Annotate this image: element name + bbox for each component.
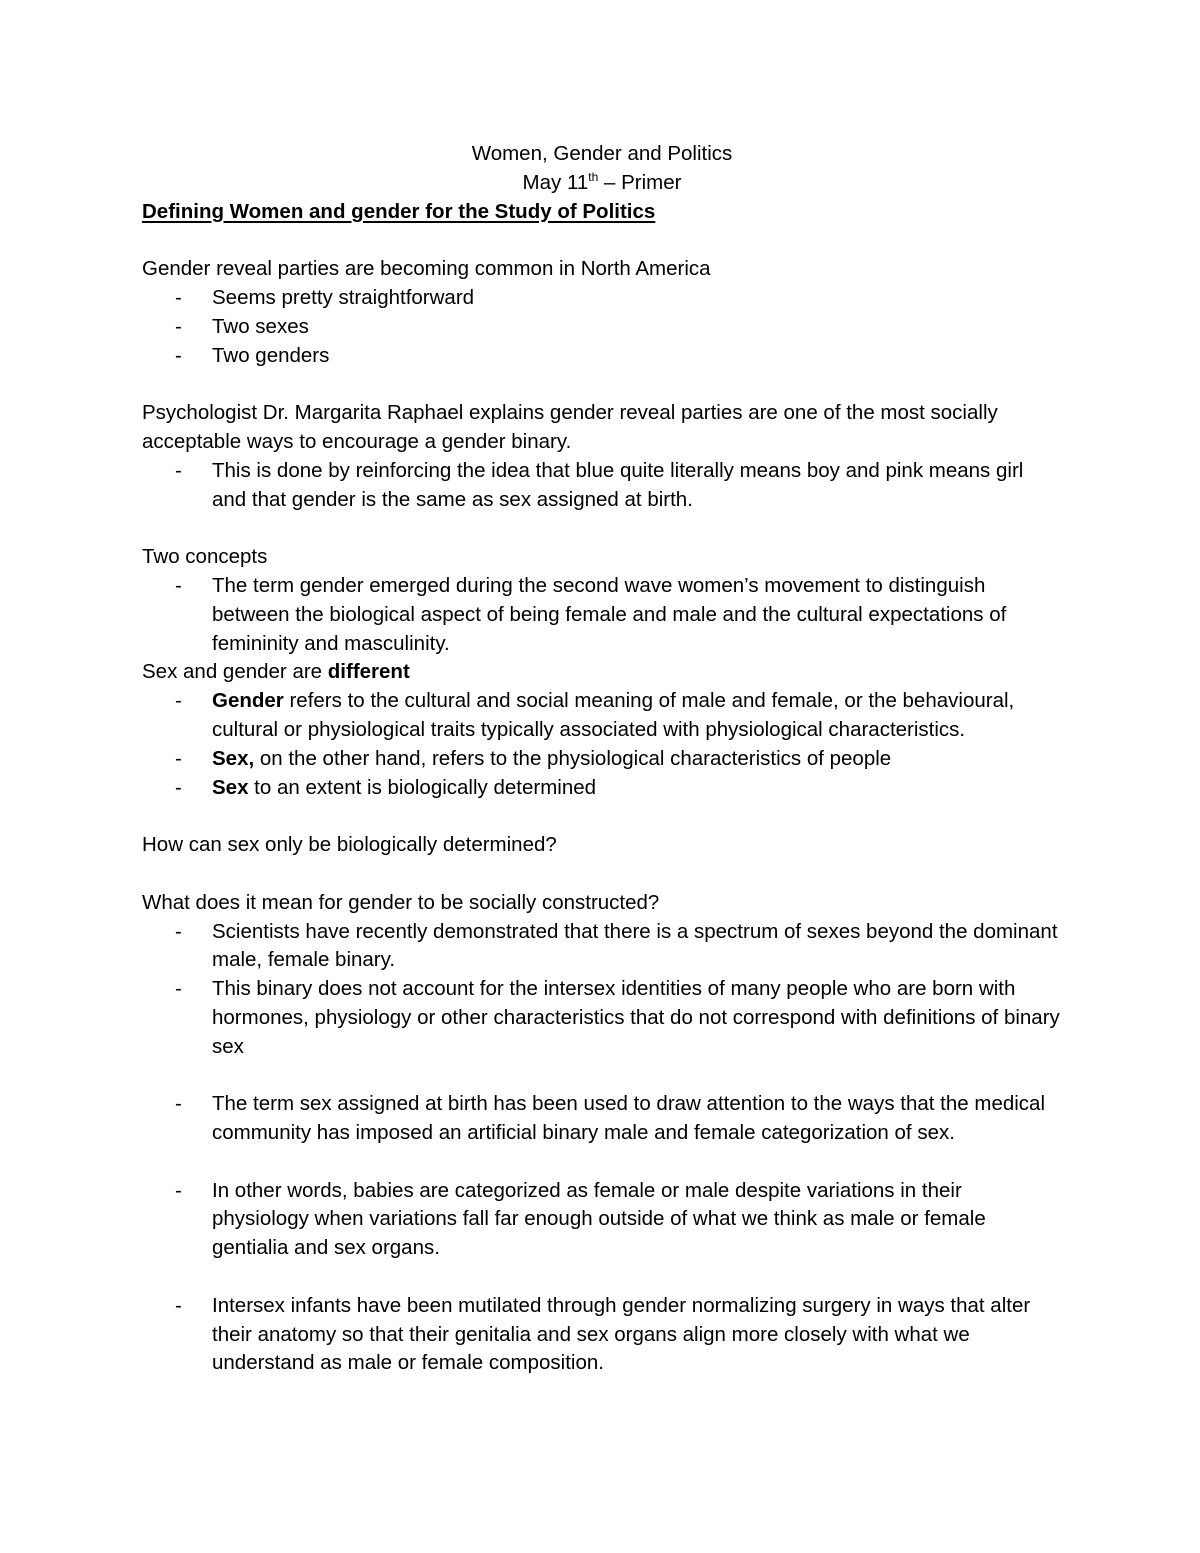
question-biological: How can sex only be biologically determined? — [142, 833, 557, 857]
list-item: - This is done by reinforcing the idea that blue quite literally means boy and pink means girl and that gender is the same as sex assigned at birth. — [142, 457, 1062, 515]
document-date — [142, 169, 1062, 198]
list-psychologist — [142, 457, 1062, 515]
list-item: - In other words, babies are categorized as female or male despite variations in their physiology when variations fall far enough outside of what we think as male or female gentialia and sex organs. — [142, 1177, 1062, 1263]
bold-text: Gender — [212, 689, 284, 713]
list-item — [142, 745, 1062, 774]
text-span: refers to the cultural and social meaning of male and female, or the behavioural, cultural or physiological traits typically associated with physiological characteristics. — [212, 689, 1015, 741]
paragraph-gender-reveal: Gender reveal parties are becoming common in North America — [142, 257, 711, 281]
document-title: Women, Gender and Politics — [471, 142, 733, 165]
list-item: - Intersex infants have been mutilated through gender normalizing surgery in ways that alter their anatomy so that their genitalia and sex organs align more closely with what we understand as male or female composition. — [142, 1292, 1062, 1378]
date-superscript: th — [588, 169, 599, 184]
list-item: - The term sex assigned at birth has been used to draw attention to the ways that the medical community has imposed an artificial binary male and female categorization of sex. — [142, 1090, 1062, 1148]
document-page — [142, 140, 1062, 1378]
section-heading: Defining Women and gender for the Study of Politics — [142, 199, 656, 223]
paragraph-sex-gender-different — [142, 658, 1062, 687]
list-item — [142, 687, 1062, 745]
list-two-concepts — [142, 572, 1062, 658]
list-item: - The term gender emerged during the second wave women’s movement to distinguish between the biological aspect of being female and male and the cultural expectations of femininity and masculinity. — [142, 572, 1062, 658]
list-social-construction — [142, 918, 1062, 1379]
bold-text: different — [327, 660, 410, 684]
spacer — [142, 860, 1062, 889]
list-sex-gender — [142, 687, 1062, 802]
text-span: to an extent is biologically determined — [248, 775, 597, 799]
list-item — [142, 774, 1062, 803]
bold-text: Sex — [212, 775, 249, 799]
list-gender-reveal — [142, 284, 1062, 370]
spacer — [142, 370, 1062, 399]
paragraph-psychologist: Psychologist Dr. Margarita Raphael explains gender reveal parties are one of the most socially acceptable ways to encourage a gender binary. — [142, 401, 998, 453]
text-span: Sex and gender are — [142, 660, 328, 684]
list-item: - Scientists have recently demonstrated that there is a spectrum of sexes beyond the dominant male, female binary. — [142, 918, 1062, 976]
spacer — [142, 802, 1062, 831]
paragraph-two-concepts: Two concepts — [142, 545, 268, 569]
list-item: - Seems pretty straightforward — [142, 284, 1062, 313]
bold-text: Sex, — [212, 746, 255, 770]
list-item: - Two sexes — [142, 313, 1062, 342]
text-span: on the other hand, refers to the physiological characteristics of people — [254, 746, 892, 770]
list-item: - This binary does not account for the intersex identities of many people who are born with hormones, physiology or other characteristics that do not correspond with definitions of binary sex — [142, 975, 1062, 1061]
spacer — [142, 514, 1062, 543]
list-item: - Two genders — [142, 342, 1062, 371]
question-social-construction: What does it mean for gender to be socially constructed? — [142, 890, 660, 914]
spacer — [142, 226, 1062, 255]
date-prefix: May 11 — [522, 170, 589, 194]
date-suffix: – Primer — [598, 170, 682, 194]
